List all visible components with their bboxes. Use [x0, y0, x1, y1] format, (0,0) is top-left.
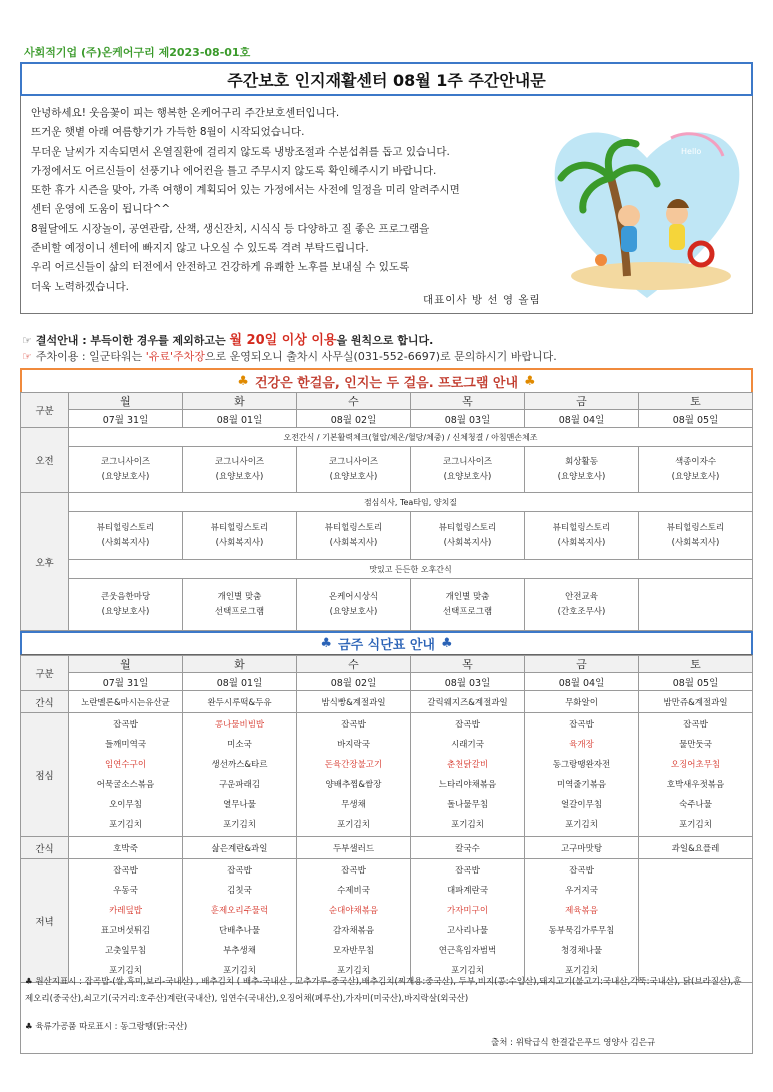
letter-line: 또한 휴가 시즌을 맞아, 가족 여행이 계획되어 있는 가정에서는 사전에 일정을 미리 알려주시면 — [31, 184, 460, 197]
menu-item: 포기김치 — [109, 819, 142, 830]
snack-general-row: 맛있고 든든한 오후간식 — [69, 560, 753, 579]
letter-text — [31, 104, 460, 297]
letter-line: 가정에서도 어르신들이 선풍기나 에어컨을 틀고 주무시지 않도록 확인해주시기 바랍니다. — [31, 164, 437, 177]
program-cell-text: 회상활동 (요양보호사) — [557, 456, 606, 482]
menu-item: 감자채볶음 — [332, 925, 375, 936]
date-header: 08월 05일 — [639, 673, 753, 691]
absence-prefix: 결석안내 : 부득이한 경우를 제외하고는 — [35, 334, 230, 347]
program-cell — [297, 447, 411, 493]
club-icon: ♣ — [320, 636, 333, 651]
gubun-header: 구분 — [21, 393, 69, 428]
program-cell-text: 큰웃음한마당 (요양보호사) — [100, 591, 151, 617]
absence-highlight: 월 20일 이상 이용 — [229, 333, 337, 348]
program-cell — [639, 579, 753, 631]
day-header: 월 — [69, 393, 183, 410]
day-header: 토 — [639, 656, 753, 673]
absence-suffix: 을 원칙으로 합니다. — [336, 334, 434, 347]
program-cell — [69, 447, 183, 493]
parking-notice — [22, 348, 557, 364]
day-header: 수 — [297, 393, 411, 410]
lunch-label: 점심 — [21, 713, 69, 837]
day-header: 금 — [525, 656, 639, 673]
am-snack-cell: 완두시루떡&두유 — [183, 691, 297, 713]
program-cell — [639, 512, 753, 560]
program-cell-text: 코그니사이즈 (요양보호사) — [214, 456, 265, 482]
lunch-menu-cell — [411, 713, 525, 837]
pm-snack-cell: 과일&요플레 — [639, 837, 753, 859]
day-header: 화 — [183, 656, 297, 673]
menu-item: 잡곡밥 — [227, 865, 252, 876]
am-snack-cell: 노란멜론&마시는유산균 — [69, 691, 183, 713]
menu-item: 오징어초무침 — [670, 759, 721, 770]
letter-line: 안녕하세요! 웃음꽃이 피는 행복한 온케어구리 주간보호센터입니다. — [31, 107, 340, 119]
origin-text: 원산지표시 : 잡곡밥-(쌀,흑미,보리-국내산) , 배추김치 ( 배추-국내산 , 고추가루-중국산),배추김치(찌개용:중국산), 두부,비지(콩:수입산),돼지고기(불고기:국내산,각뚝:국내산), 닭(브라질산),훈제오리(중국산),쇠고기(국거리:호주산)계란(국내산), 임연수(국내산),오징어채(페루산),가자미(미국산),바지락살(외국산) — [25, 977, 742, 1004]
dinner-menu-cell — [639, 859, 753, 983]
date-header: 08월 02일 — [297, 410, 411, 428]
am-snack-cell: 밤만쥬&계절과일 — [639, 691, 753, 713]
program-cell-text: 뷰티힐링스토리 (사회복지사) — [438, 522, 497, 548]
menu-item: 들깨미역국 — [104, 739, 147, 750]
menu-item: 표고버섯튀김 — [100, 925, 151, 936]
program-cell — [411, 512, 525, 560]
am-snack-cell: 밤식빵&계절과일 — [297, 691, 411, 713]
menu-item: 임연수구이 — [104, 759, 147, 770]
letter-line: 우리 어르신들이 삶의 터전에서 안전하고 건강하게 유쾌한 노후를 보내실 수 있도록 — [31, 261, 410, 274]
menu-item: 어묵굴소스볶음 — [96, 779, 155, 790]
program-cell — [297, 512, 411, 560]
pm-label: 오후 — [21, 493, 69, 631]
menu-item: 오이무침 — [109, 799, 142, 810]
menu-item: 무생채 — [341, 799, 366, 810]
menu-item: 단배추나물 — [218, 925, 261, 936]
menu-item: 제육볶음 — [565, 905, 598, 916]
letter-line: 센터 운영에 도움이 됩니다^^ — [31, 203, 171, 216]
date-header: 08월 03일 — [411, 673, 525, 691]
program-cell-text: 코그니사이즈 (요양보호사) — [442, 456, 493, 482]
menu-item: 포기김치 — [337, 819, 370, 830]
pm-snack-cell: 호박죽 — [69, 837, 183, 859]
lunch-general-row: 점심식사, Tea타임, 양치질 — [69, 493, 753, 512]
letter-line: 더욱 노력하겠습니다. — [31, 280, 129, 293]
program-cell-text: 개인별 맞춤 선택프로그램 — [442, 591, 493, 617]
program-cell-text: 뷰티힐링스토리 (사회복지사) — [552, 522, 611, 548]
menu-item: 잡곡밥 — [341, 865, 366, 876]
signature: 대표이사 방 선 영 올림 — [423, 294, 541, 306]
lunch-menu-cell — [639, 713, 753, 837]
menu-item: 춘천닭갈비 — [446, 759, 489, 770]
program-cell-text: 뷰티힐링스토리 (사회복지사) — [210, 522, 269, 548]
menu-item: 생선까스&타르 — [211, 759, 268, 770]
program-cell-text: 온케어시상식 (요양보호사) — [328, 591, 379, 617]
menu-item: 포기김치 — [223, 965, 256, 976]
program-table — [20, 392, 753, 631]
menu-item: 돌나물무침 — [446, 799, 489, 810]
program-cell — [525, 579, 639, 631]
menu-item: 잡곡밥 — [341, 719, 366, 730]
menu-item: 포기김치 — [337, 965, 370, 976]
program-cell — [69, 579, 183, 631]
menu-item: 동그랑땡완자전 — [552, 759, 611, 770]
menu-item: 카레덮밥 — [109, 905, 142, 916]
lunch-menu-cell — [183, 713, 297, 837]
menu-item: 동부묵김가루무침 — [548, 925, 615, 936]
program-cell — [183, 579, 297, 631]
dinner-menu-cell — [411, 859, 525, 983]
menu-item: 잡곡밥 — [683, 719, 708, 730]
date-header: 08월 03일 — [411, 410, 525, 428]
menu-item: 포기김치 — [451, 965, 484, 976]
menu-item: 포기김치 — [565, 965, 598, 976]
pointing-hand-icon: ☞ — [22, 334, 32, 347]
date-header: 08월 01일 — [183, 673, 297, 691]
meat-info — [25, 1020, 187, 1032]
meal-title: 금주 식단표 안내 — [338, 638, 435, 653]
menu-item: 미역줄기볶음 — [556, 779, 607, 790]
menu-item: 청경채나물 — [560, 945, 603, 956]
club-icon: ♣ — [524, 373, 536, 389]
menu-item: 열무나물 — [223, 799, 256, 810]
summer-illustration — [541, 98, 753, 310]
menu-item: 호박새우젓볶음 — [666, 779, 725, 790]
date-header: 07월 31일 — [69, 673, 183, 691]
lunch-menu-cell — [69, 713, 183, 837]
menu-item: 물만둣국 — [679, 739, 712, 750]
club-icon: ♣ — [440, 636, 453, 651]
am-snack-cell: 무화알이 — [525, 691, 639, 713]
dinner-menu-cell — [297, 859, 411, 983]
program-cell-text: 색종이자수 (요양보호사) — [671, 456, 720, 482]
menu-item: 돈육간장불고기 — [324, 759, 383, 770]
pm-snack-cell: 두부샐러드 — [297, 837, 411, 859]
letter-line: 준비할 예정이니 센터에 빠지지 않고 나오실 수 있도록 격려 부탁드립니다. — [31, 242, 369, 255]
menu-item: 잡곡밥 — [113, 719, 138, 730]
letter-box — [20, 96, 753, 314]
gubun-header: 구분 — [21, 656, 69, 691]
program-cell-text: 코그니사이즈 (요양보호사) — [328, 456, 379, 482]
menu-item: 잡곡밥 — [113, 865, 138, 876]
lunch-menu-cell — [297, 713, 411, 837]
menu-item: 구운파래김 — [218, 779, 261, 790]
dinner-menu-cell — [183, 859, 297, 983]
date-header: 08월 04일 — [525, 410, 639, 428]
program-cell-text: 안전교육 (간호조무사) — [557, 591, 606, 617]
menu-item: 고사리나물 — [446, 925, 489, 936]
menu-item: 숙주나물 — [679, 799, 712, 810]
menu-item: 잡곡밥 — [455, 865, 480, 876]
pointing-hand-icon: ☞ — [22, 350, 32, 363]
program-section-header — [20, 368, 753, 392]
am-general-row: 오전간식 / 기본활력체크(혈압/체온/혈당/체중) / 신체청결 / 아침맨손체조 — [69, 428, 753, 447]
menu-item: 우동국 — [113, 885, 138, 896]
meal-footer — [20, 968, 753, 1054]
meat-text: 육류가공품 따로표시 : 동그랑땡(닭:국산) — [35, 1022, 188, 1032]
absence-notice — [22, 329, 433, 348]
menu-item: 포기김치 — [679, 819, 712, 830]
program-cell — [183, 512, 297, 560]
menu-item: 순대야채볶음 — [328, 905, 379, 916]
parking-suffix: 으로 운영되오니 출차시 사무실(031-552-6697)로 문의하시기 바랍니다. — [204, 350, 557, 363]
letter-line: 뜨거운 햇볕 아래 여름향기가 가득한 8월이 시작되었습니다. — [31, 126, 305, 139]
program-cell — [639, 447, 753, 493]
menu-item: 포기김치 — [109, 965, 142, 976]
program-cell — [69, 512, 183, 560]
letter-line: 무더운 날씨가 지속되면서 온열질환에 걸리지 않도록 냉방조절과 수분섭취를 돕고 있습니다. — [31, 145, 450, 158]
menu-item: 고춧잎무침 — [104, 945, 147, 956]
day-header: 목 — [411, 393, 525, 410]
menu-item: 우거지국 — [565, 885, 598, 896]
menu-item: 연근흑임자범벅 — [438, 945, 497, 956]
menu-item: 포기김치 — [223, 819, 256, 830]
program-cell-text: 뷰티힐링스토리 (사회복지사) — [96, 522, 155, 548]
date-header: 08월 05일 — [639, 410, 753, 428]
program-title: 건강은 한걸음, 인지는 두 걸음. 프로그램 안내 — [254, 375, 519, 391]
parking-highlight: '유료'주차장 — [145, 350, 205, 363]
date-header: 08월 04일 — [525, 673, 639, 691]
menu-item: 얼갈이무침 — [560, 799, 603, 810]
program-cell — [525, 512, 639, 560]
program-cell-text: 개인별 맞춤 선택프로그램 — [214, 591, 265, 617]
letter-line: 8월달에도 시장놀이, 공연관람, 산책, 생신잔치, 시식식 등 다양하고 질 좋은 프로그램을 — [31, 222, 430, 235]
menu-item: 잡곡밥 — [455, 719, 480, 730]
program-cell-text: 코그니사이즈 (요양보호사) — [100, 456, 151, 482]
menu-item: 바지락국 — [337, 739, 370, 750]
am-snack-cell: 갈릭웨지즈&계절과일 — [411, 691, 525, 713]
menu-item: 가자미구이 — [446, 905, 489, 916]
menu-item: 모자반무침 — [332, 945, 375, 956]
menu-item: 포기김치 — [565, 819, 598, 830]
program-cell — [183, 447, 297, 493]
day-header: 수 — [297, 656, 411, 673]
menu-item: 느타리야채볶음 — [438, 779, 497, 790]
menu-item: 미소국 — [227, 739, 252, 750]
meal-section-header — [20, 631, 753, 655]
menu-item: 육개장 — [569, 739, 594, 750]
parking-prefix: 주차이용 : 일군타워는 — [35, 350, 146, 363]
art-hello-text: Hello — [681, 147, 702, 156]
pm-snack-cell: 칼국수 — [411, 837, 525, 859]
day-header: 금 — [525, 393, 639, 410]
page-title: 주간보호 인지재활센터 08월 1주 주간안내문 — [227, 70, 546, 90]
date-header: 08월 01일 — [183, 410, 297, 428]
dinner-label: 저녁 — [21, 859, 69, 983]
pm-snack-cell: 고구마맛탕 — [525, 837, 639, 859]
pm-snack-cell: 삶은계란&과일 — [183, 837, 297, 859]
dinner-menu-cell — [69, 859, 183, 983]
am-label: 오전 — [21, 428, 69, 493]
program-cell — [411, 447, 525, 493]
date-header: 07월 31일 — [69, 410, 183, 428]
lunch-menu-cell — [525, 713, 639, 837]
program-cell — [411, 579, 525, 631]
meal-table — [20, 655, 753, 983]
menu-item: 양배추찜&쌈장 — [325, 779, 382, 790]
menu-item: 시래기국 — [451, 739, 484, 750]
program-cell-text: 뷰티힐링스토리 (사회복지사) — [666, 522, 725, 548]
menu-item: 콩나물비빔밥 — [214, 719, 265, 730]
menu-item: 수제비국 — [337, 885, 370, 896]
pm-snack-label: 간식 — [21, 837, 69, 859]
menu-item: 포기김치 — [451, 819, 484, 830]
day-header: 월 — [69, 656, 183, 673]
day-header: 화 — [183, 393, 297, 410]
menu-item: 김칫국 — [227, 885, 252, 896]
club-icon: ♣ — [25, 977, 33, 987]
day-header: 토 — [639, 393, 753, 410]
am-snack-label: 간식 — [21, 691, 69, 713]
menu-item: 훈제오리주물럭 — [210, 905, 269, 916]
day-header: 목 — [411, 656, 525, 673]
menu-item: 대파계란국 — [446, 885, 489, 896]
dinner-menu-cell — [525, 859, 639, 983]
meal-source: 출처 : 위탁급식 한결같은푸드 영양사 김은규 — [491, 1038, 656, 1048]
title-box — [20, 62, 753, 96]
menu-item: 잡곡밥 — [569, 719, 594, 730]
program-cell — [297, 579, 411, 631]
date-header: 08월 02일 — [297, 673, 411, 691]
menu-item: 잡곡밥 — [569, 865, 594, 876]
club-icon: ♣ — [25, 1022, 33, 1032]
program-cell-text: 뷰티힐링스토리 (사회복지사) — [324, 522, 383, 548]
origin-info — [25, 974, 749, 1008]
club-icon: ♣ — [237, 373, 249, 389]
program-cell — [525, 447, 639, 493]
org-header: 사회적기업 (주)온케어구리 제2023-08-01호 — [24, 46, 251, 59]
menu-item: 부추생채 — [223, 945, 256, 956]
